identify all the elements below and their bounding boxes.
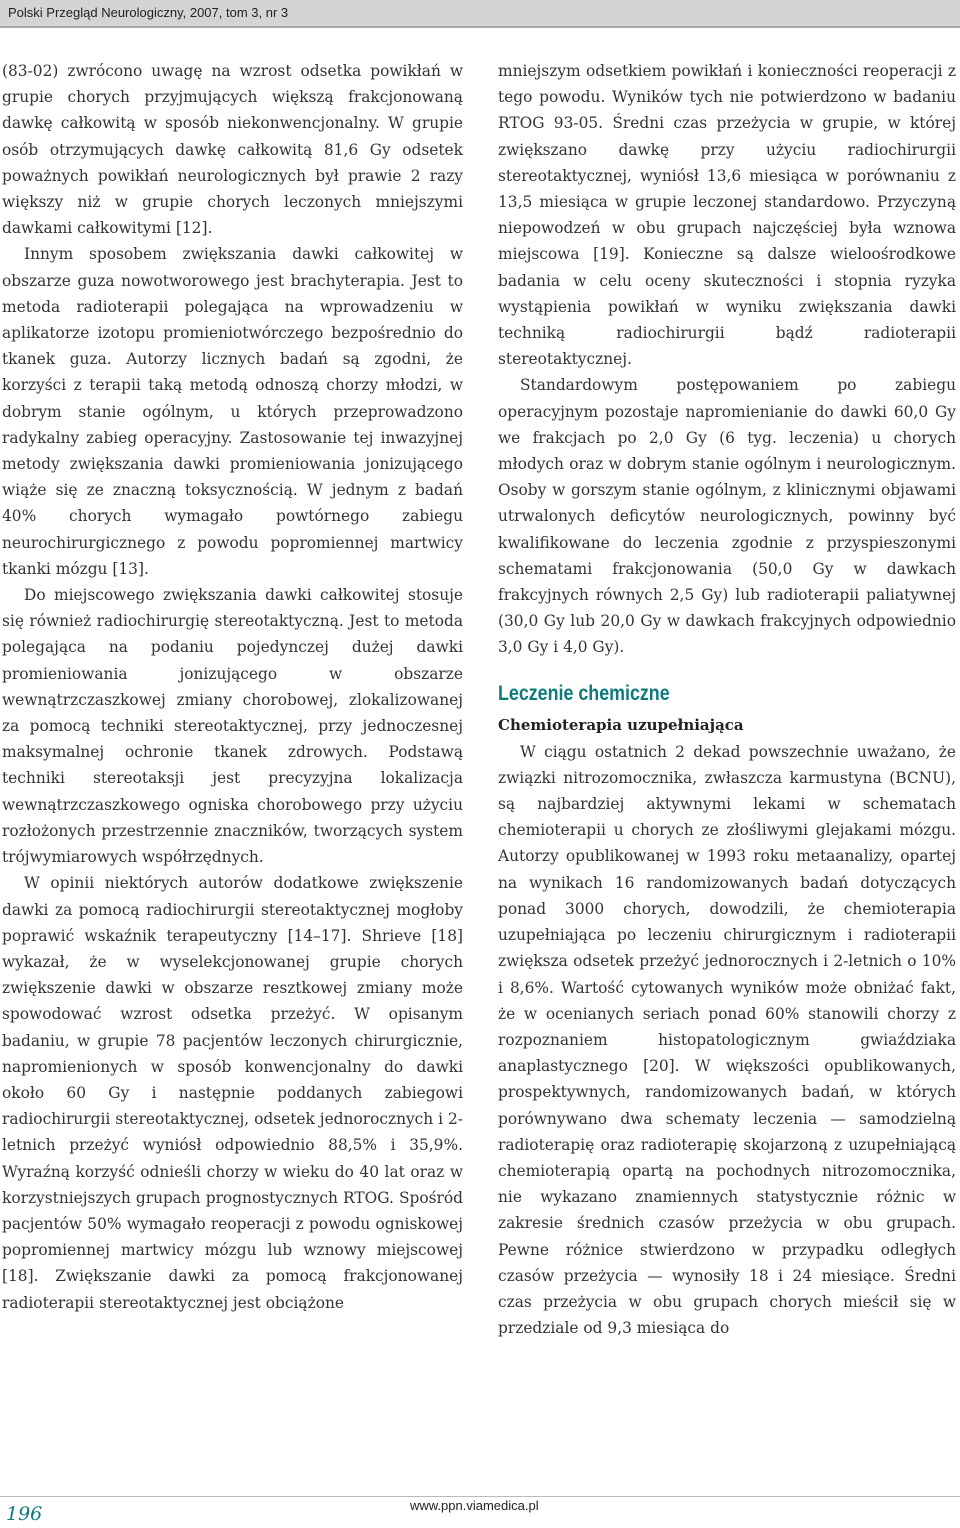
paragraph: Standardowym postępowaniem po zabiegu operacyjnym pozostaje napromienianie do dawki 60,0 Gy we frakcjach po 2,0 Gy (6 tyg. leczenia) u chorych młodych oraz w dobrym stanie ogólnym i neurologicznym. Osoby w gorszym stanie ogólnym, z klinicznymi objawami utrwalonych deficytów neurologicznych, powinny być kwalifikowane do leczenia zgodnie z przyspieszonymi schematami frakcjonowania (50,0 Gy w dawkach frakcyjnych równych 2,5 Gy) lub radioterapii paliatywnej (30,0 Gy lub 20,0 Gy w dawkach frakcyjnych odpowiednio 3,0 Gy i 4,0 Gy). bbox=[498, 376, 956, 657]
paragraph: (83-02) zwrócono uwagę na wzrost odsetka powikłań w grupie chorych przyjmujących większą frakcjonowaną dawkę całkowitą w sposób niekonwencjonalny. W grupie osób otrzymujących dawkę całkowitą 81,6 Gy odsetek poważnych powikłań neurologicznych był prawie 2 razy większy niż w grupie chorych leczonych mniejszymi dawkami całkowitymi [12]. bbox=[2, 62, 463, 238]
paragraph: mniejszym odsetkiem powikłań i konieczności reoperacji z tego powodu. Wyników tych nie potwierdzono w badaniu RTOG 93-05. Średni czas przeżycia w grupie, w której zwiększano dawkę przy użyciu radiochirurgii stereotaktycznej, wyniósł 13,6 miesiąca w porównaniu z 13,5 miesiąca w grupie leczonej standardowo. Przyczyną niepowodzeń w obu grupach najczęściej była wznowa miejscowa [19]. Konieczne są dalsze wieloośrodkowe badania w celu oceny skuteczności i stopnia ryzyka wystąpienia powikłań w wyniku zwiększania dawki techniką radiochirurgii bądź radioterapii stereotaktycznej. bbox=[498, 62, 956, 369]
footer-url[interactable]: www.ppn.viamedica.pl bbox=[410, 1498, 539, 1513]
page-number: 196 bbox=[6, 1503, 43, 1525]
subsection-title: Chemioterapia uzupełniająca bbox=[498, 715, 744, 734]
left-column bbox=[2, 58, 463, 1316]
paragraph: Do miejscowego zwiększania dawki całkowitej stosuje się również radiochirurgię stereotaktyczną. Jest to metoda polegająca na podaniu pojedynczej dużej dawki promieniowania jonizującego w obszarze wewnątrzczaszkowej zmiany chorobowej, zlokalizowanej za pomocą techniki stereotaktycznej, przy jednoczesnej maksymalnej ochronie tkanek zdrowych. Podstawą techniki stereotaksji jest precyzyjna lokalizacja wewnątrzczaszkowego ogniska chorobowego przy użyciu rozłożonych przestrzennie znaczników, tworzących system trójwymiarowych współrzędnych. bbox=[2, 586, 463, 867]
paragraph: Innym sposobem zwiększania dawki całkowitej w obszarze guza nowotworowego jest brachyterapia. Jest to metoda radioterapii polegająca na wprowadzeniu w aplikatorze izotopu promieniotwórczego bezpośrednio do tkanek guza. Autorzy licznych badań są zgodni, że korzyści z terapii taką metodą odnoszą chorzy młodzi, w dobrym stanie ogólnym, u których przeprowadzono radykalny zabieg operacyjny. Zastosowanie tej inwazyjnej metody zwiększania dawki promieniowania jonizującego wiąże się ze znaczną toksycznością. W jednym z badań 40% chorych wymagało powtórnego zabiegu neurochirurgicznego z powodu popromiennej martwicy tkanki mózgu [13]. bbox=[2, 245, 463, 578]
paragraph: W ciągu ostatnich 2 dekad powszechnie uważano, że związki nitrozomocznika, zwłaszcza karmustyna (BCNU), są najbardziej aktywnymi lekami w schematach chemioterapii u chorych ze złośliwymi glejakami mózgu. Autorzy opublikowanej w 1993 roku metaanalizy, opartej na wynikach 16 randomizowanych badań dotyczących ponad 3000 chorych, dowodzili, że chemioterapia uzupełniająca po leczeniu chirurgicznym i radioterapii zwiększa odsetek przeżyć jednorocznych i 2-letnich o 10% i 8,6%. Wartość cytowanych wyników może obniżać fakt, że w ocenianych seriach ponad 60% stanowili chorzy z rozpoznaniem histopatologicznym gwiaździaka anaplastycznego [20]. W większości opublikowanych, prospektywnych, randomizowanych badań, w których porównywano dwa schematy leczenia — samodzielną radioterapię oraz radioterapię skojarzoną z uzupełniającą chemioterapią opartą na pochodnych nitrozomocznika, nie wykazano znamiennych statystycznie różnic w zakresie średnich czasów przeżycia w obu grupach. Pewne różnice stwierdzono w przypadku odległych czasów przeżycia — wynosiły 18 i 24 miesiące. Średni czas przeżycia w obu grupach chorych mieścił się w przedziale od 9,3 miesiąca do bbox=[498, 742, 956, 1338]
footer-divider bbox=[0, 1496, 960, 1497]
running-header: Polski Przegląd Neurologiczny, 2007, tom 3, nr 3 bbox=[0, 0, 960, 28]
section-title: Leczenie chemiczne bbox=[498, 681, 670, 705]
right-column bbox=[498, 58, 956, 1341]
paragraph: W opinii niektórych autorów dodatkowe zwiększenie dawki za pomocą radiochirurgii stereotaktycznej mogłoby poprawić wskaźnik terapeutyczny [14–17]. Shrieve [18] wykazał, że w wyselekcjonowanej grupie chorych zwiększenie dawki w obszarze resztkowej zmiany może spowodować wzrost odsetka przeżyć. W opisanym badaniu, w grupie 78 pacjentów leczonych chirurgicznie, napromienionych w sposób konwencjonalny do dawki około 60 Gy i następnie poddanych zabiegowi radiochirurgii stereotaktycznej, odsetek jednorocznych i 2-letnich przeżyć wyniósł odpowiednio 88,5% i 35,9%. Wyraźną korzyść odnieśli chorzy w wieku do 40 lat oraz w korzystniejszych grupach prognostycznych RTOG. Spośród pacjentów 50% wymagało reoperacji z powodu ogniskowej popromiennej martwicy mózgu lub wznowy miejscowej [18]. Zwiększanie dawki za pomocą frakcjonowanej radioterapii stereotaktycznej jest obciążone bbox=[2, 874, 463, 1312]
